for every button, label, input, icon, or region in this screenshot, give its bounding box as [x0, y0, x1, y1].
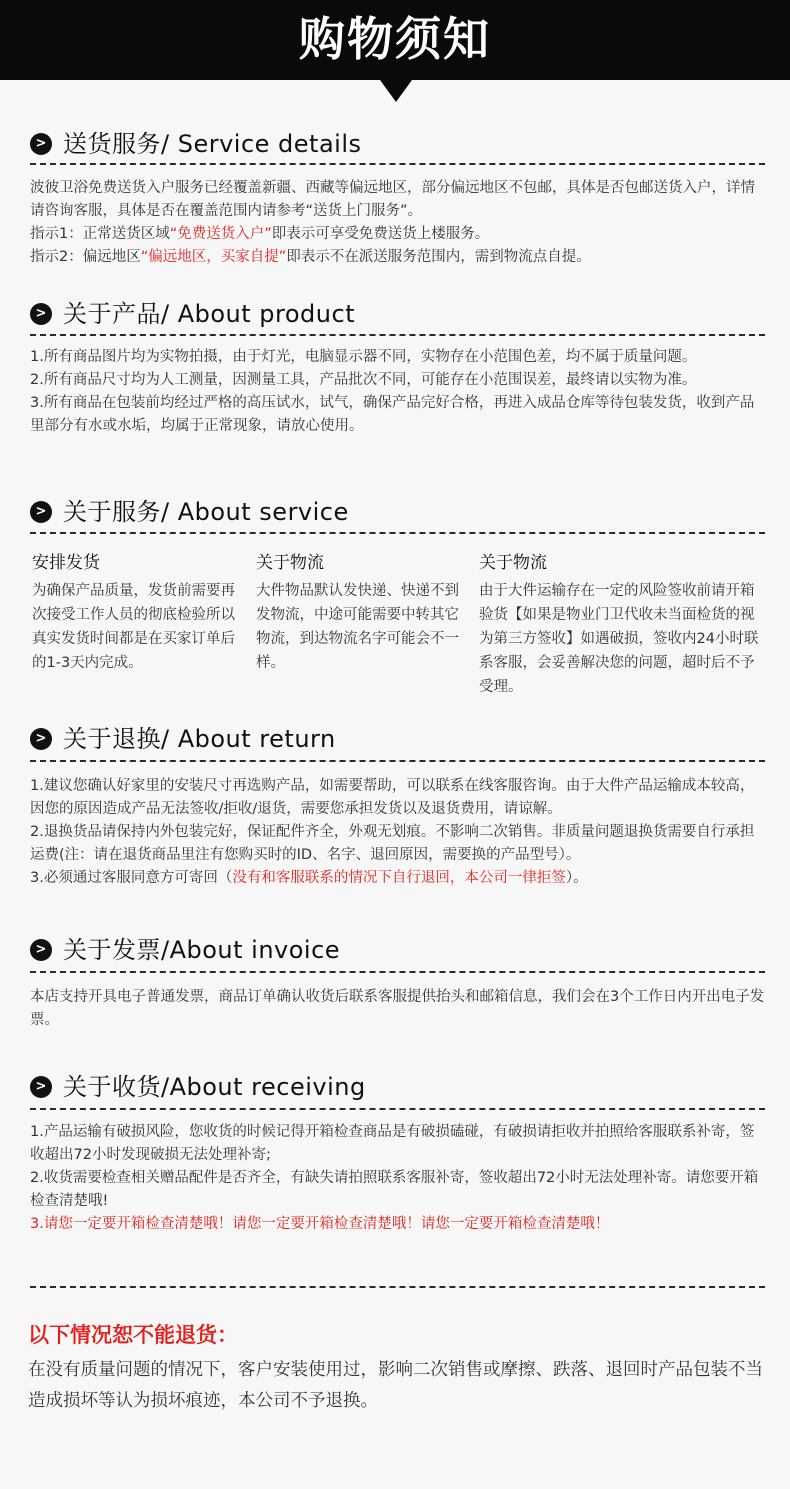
page-title: 购物须知: [299, 12, 491, 66]
highlight-text: 请您一定要开箱检查清楚哦！请您一定要开箱检查清楚哦！请您一定要开箱检查清楚哦！: [43, 1216, 610, 1232]
arrow-right-circle-icon: >: [30, 728, 52, 750]
section-body-receiving: [30, 1121, 768, 1236]
service-column-logistics: [256, 551, 466, 675]
list-item: 1.所有商品图片均为实物拍摄，由于灯光，电脑显示器不同，实物存在小范围色差，均不属于质量问题。: [30, 349, 697, 365]
section-divider: [30, 334, 765, 336]
section-body-product: [30, 346, 768, 438]
list-item: 2.收货需要检查相关赠品配件是否齐全，有缺失请拍照联系客服补寄，签收超出72小时无法处理补寄。请您要开箱检查清楚哦!: [30, 1170, 759, 1209]
service-column-shipping: [32, 551, 242, 675]
section-title-service: 关于服务/ About service: [63, 498, 349, 526]
service-column-inspection: [479, 551, 763, 699]
column-text: 大件物品默认发快递、快递不到发物流，中途可能需要中转其它物流，到达物流名字可能会不一样。: [256, 583, 459, 671]
highlight-text: 没有和客服联系的情况下自行退回，本公司一律拒签: [232, 870, 566, 886]
column-title: 关于物流: [256, 553, 324, 573]
page-header: [0, 0, 790, 80]
arrow-right-circle-icon: >: [30, 133, 52, 155]
highlight-text: “偏远地区，买家自提”: [140, 249, 287, 265]
section-title-product: 关于产品/ About product: [63, 300, 356, 328]
column-title: 关于物流: [479, 553, 547, 573]
section-divider: [30, 1108, 765, 1110]
section-title-shipping: 送货服务/ Service details: [63, 130, 362, 158]
section-title-return: 关于退换/ About return: [63, 725, 336, 753]
arrow-right-circle-icon: >: [30, 303, 52, 325]
list-item: 2.所有商品尺寸均为人工测量，因测量工具，产品批次不同，可能存在小范围误差，最终请以实物为准。: [30, 372, 697, 388]
list-item: 3.必须通过客服同意方可寄回（没有和客服联系的情况下自行退回，本公司一律拒签）。: [30, 870, 588, 886]
no-return-notice-title: 以下情况恕不能退货：: [28, 1323, 238, 1347]
section-divider: [30, 1286, 765, 1288]
column-text: 由于大件运输存在一定的风险签收前请开箱验货【如果是物业门卫代收未当面检货的视为第三方签收】如遇破损，签收内24小时联系客服，会妥善解决您的问题，超时后不予受理。: [479, 583, 759, 695]
shipping-line: 波彼卫浴免费送货入户服务已经覆盖新疆、西藏等偏远地区，部分偏远地区不包邮，具体是否包邮送货入户，详情请咨询客服，具体是否在覆盖范围内请参考“送货上门服务”。: [30, 180, 755, 219]
column-text: 为确保产品质量，发货前需要再次接受工作人员的彻底检验所以真实发货时间都是在买家订单后的1-3天内完成。: [32, 583, 235, 671]
section-title-receiving: 关于收货/About receiving: [63, 1073, 366, 1101]
invoice-text: 本店支持开具电子普通发票，商品订单确认收货后联系客服提供抬头和邮箱信息，我们会在3个工作日内开出电子发票。: [30, 989, 765, 1028]
no-return-notice-text: 在没有质量问题的情况下，客户安装使用过，影响二次销售或摩擦、跌落、退回时产品包装不当造成损坏等认为损坏痕迹，本公司不予退换。: [28, 1360, 763, 1411]
shipping-tip-1: 指示1：正常送货区域“免费送货入户”即表示可享受免费送货上楼服务。: [30, 226, 490, 242]
list-item: 1.产品运输有破损风险，您收货的时候记得开箱检查商品是有破损磕碰，有破损请拒收并拍照给客服联系补寄，签收超出72小时发现破损无法处理补寄;: [30, 1124, 755, 1163]
section-title-invoice: 关于发票/About invoice: [63, 936, 341, 964]
section-divider: [30, 163, 765, 165]
arrow-right-circle-icon: >: [30, 1076, 52, 1098]
section-body-return: [30, 775, 768, 890]
shipping-tip-2: 指示2：偏远地区“偏远地区，买家自提”即表示不在派送服务范围内，需到物流点自提。: [30, 249, 591, 265]
highlight-text: “免费送货入户”: [169, 226, 272, 242]
section-body-shipping: [30, 177, 768, 269]
list-item: 3.请您一定要开箱检查清楚哦！请您一定要开箱检查清楚哦！请您一定要开箱检查清楚哦！: [30, 1216, 610, 1232]
section-body-invoice: [30, 986, 768, 1032]
list-item: 1.建议您确认好家里的安装尺寸再选购产品，如需要帮助，可以联系在线客服咨询。由于大件产品运输成本较高，因您的原因造成产品无法签收/拒收/退货，需要您承担发货以及退货费用，请谅解。: [30, 778, 755, 817]
arrow-right-circle-icon: >: [30, 501, 52, 523]
column-title: 安排发货: [32, 553, 100, 573]
arrow-right-circle-icon: >: [30, 939, 52, 961]
header-arrow-decoration: [380, 80, 412, 102]
section-divider: [30, 532, 765, 534]
list-item: 2.退换货品请保持内外包装完好，保证配件齐全，外观无划痕。不影响二次销售。非质量问题退换货需要自行承担运费(注：请在退货商品里注有您购买时的ID、名字、退回原因，需要换的产品型号）。: [30, 824, 755, 863]
section-divider: [30, 760, 765, 762]
section-divider: [30, 971, 765, 973]
list-item: 3.所有商品在包装前均经过严格的高压试水，试气，确保产品完好合格，再进入成品仓库等待包装发货，收到产品里部分有水或水垢，均属于正常现象，请放心使用。: [30, 395, 755, 434]
